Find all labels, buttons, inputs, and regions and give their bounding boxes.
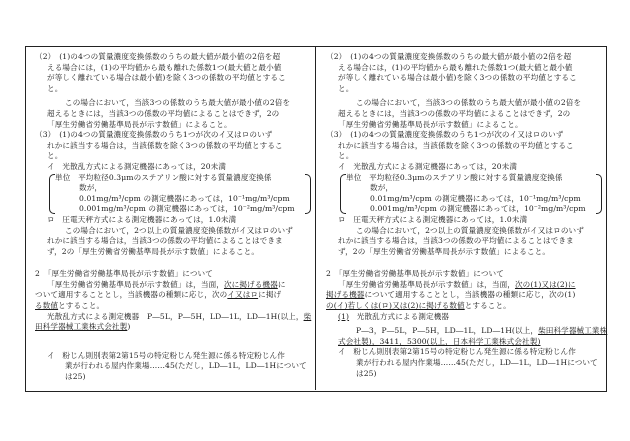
underlined-text: の(イ)若しくは(ロ)又は(2)に掲げる数値 (326, 301, 465, 311)
item-i: イ 光散乱方式による測定機器にあっては，20未満 (47, 161, 227, 171)
text-line: は25) (356, 368, 377, 378)
text-line: が等しく離れている場合は最小値)を除く3つの係数の平均値とするこ (47, 73, 286, 83)
text-line: 0.001mg/m³/cpm の測定機器にあっては，10⁻²mg/m³/cpm (370, 204, 586, 214)
unit-box (49, 173, 311, 215)
text-line: 「厚生労働省労働基準局長が示す数値」によること。 (47, 119, 232, 129)
text-line: と。 (338, 83, 354, 93)
left-ro-note (35, 226, 313, 258)
text-line (326, 312, 604, 323)
text-line: と。 (47, 83, 63, 93)
text-line: える場合には，(1)の平均値から最も離れた係数1つ(最大値と最小値 (338, 62, 573, 72)
section-heading: 2 「厚生労働省労働基準局長が示す数値」について (35, 269, 213, 279)
text-line: イ 粉じん則別表第2第15号の特定粉じん発生源に係る特定粉じん作 (47, 350, 285, 360)
item-i: イ 光散乱方式による測定機器にあっては，20未満 (338, 161, 518, 171)
text-span: P―3，P―5L，P―5H，LD―1L，LD―1H(以上， (356, 326, 539, 336)
text-line: が等しく離れている場合は最小値)を除く3つの係数の平均値とするこ (338, 73, 577, 83)
text-line (35, 290, 313, 301)
text-line: 超えるときには，当該3つの係数の平均値によることはできず，2の (338, 108, 571, 118)
underlined-text: 式会社製)，3411，5300(以上，日本科学工業株式会社製) (338, 336, 541, 346)
text-line: この場合において，2つ以上の質量濃度変換係数がイ又はロのいず (356, 225, 584, 235)
text-line: 0.001mg/m³/cpm の測定機器にあっては，10⁻²mg/m³/cpm (79, 204, 295, 214)
text-line: れかに該当する場合は，当該係数を除く3つの係数の平均値とするこ (47, 140, 283, 150)
text-span: とすること。 (58, 301, 105, 311)
left-item-i-rate (35, 351, 313, 383)
underlined-text: イ又はロ (227, 290, 259, 300)
text-line: この場合において，当該3つの係数のうち最大値が最小値の2倍を (356, 98, 582, 108)
text-line: 業が行われる屋内作業場……45(ただし，LD―1L，LD―1Hについて (65, 361, 307, 371)
text-line: は25) (65, 372, 86, 382)
right-paragraph-2-note (326, 98, 604, 130)
text-line (35, 280, 313, 291)
text-line (326, 280, 604, 291)
text-span: ) (127, 322, 131, 332)
text-line: ず，2の「厚生労働省労働基準局長が示す数値」によること。 (47, 246, 260, 256)
text-line (35, 312, 313, 323)
column-divider (315, 46, 316, 390)
text-span: 「厚生労働省労働基準局長が示す数値」は，当面， (47, 279, 224, 289)
text-line: 0.01mg/m³/cpm の測定機器にあっては，10⁻¹mg/m³/cpm (79, 193, 290, 203)
text-line (35, 301, 313, 312)
text-span: 「厚生労働省労働基準局長が示す数値」は，当面， (338, 279, 515, 289)
right-section-2 (326, 269, 608, 347)
text-line: 超えるときには，当該3つの係数の平均値によることはできず，2の (47, 108, 280, 118)
text-span: とすること。 (464, 301, 511, 311)
unit-box (340, 173, 602, 215)
text-line: 業が行われる屋内作業場……45(ただし，LD―1L，LD―1Hについて (356, 358, 598, 368)
text-line: と。 (338, 151, 354, 161)
text-line: れかに該当する場合は，当該3つの係数の平均値によることはできま (338, 236, 574, 246)
right-paragraph-2 (326, 52, 604, 94)
text-line: （2） (1)の4つの質量濃度変換係数のうちの最大値が最小値の2倍を超 (35, 52, 281, 61)
text-span: ついて適用することとし，当該機器の種類に応じ，次の (35, 290, 228, 300)
text-line: この場合において，2つ以上の質量濃度変換係数がイ又はロのいず (65, 225, 293, 235)
text-line: （3） (1)の4つの質量濃度変換係数のうち1つが次のイ又はロのいず (326, 130, 564, 140)
text-line (326, 301, 604, 312)
text-line: 数が， (370, 183, 394, 193)
text-span: 光散乱方式による測定機器 P―5L，P―5H，LD―1L，LD―1H(以上， (47, 311, 304, 321)
text-line: 単位 平均粒径0.3μmのステアリン酸に対する質量濃度変換係 (55, 172, 272, 182)
text-line: イ 粉じん則別表第2第15号の特定粉じん発生源に係る特定粉じん作 (338, 347, 576, 357)
text-line: 「厚生労働省労働基準局長が示す数値」によること。 (338, 119, 523, 129)
underlined-text: 田科学器械工業株式会社製 (35, 322, 128, 332)
left-paragraph-2 (35, 52, 313, 94)
text-line (326, 290, 604, 301)
text-line: ず，2の「厚生労働省労働基準局長が示す数値」によること。 (338, 246, 551, 256)
text-span: に (277, 279, 286, 289)
right-ro-note (326, 226, 604, 258)
left-section-2 (35, 269, 313, 333)
left-paragraph-3 (35, 130, 313, 162)
right-item-i-rate (326, 347, 604, 379)
text-line: と。 (47, 151, 63, 161)
text-span: に掲げ (258, 290, 282, 300)
right-column (326, 52, 608, 379)
text-line: 0.01mg/m³/cpm の測定機器にあっては，10⁻¹mg/m³/cpm (370, 193, 581, 203)
underlined-text: 次の(1)又は(2)に (514, 279, 576, 289)
text-span: 光散乱方式による測定機器 (349, 311, 450, 321)
underlined-text: 柴田科学器械工業株 (538, 326, 608, 336)
left-column (35, 52, 313, 383)
right-paragraph-3 (326, 130, 604, 162)
underlined-text: 次に掲げる機器 (223, 279, 278, 289)
text-line (35, 322, 313, 333)
text-line: える場合には，(1)の平均値から最も離れた係数1つ(最大値と最小値 (47, 62, 282, 72)
text-line: （3） (1)の4つの質量濃度変換係数のうち1つが次のイ又はロのいず (35, 130, 273, 140)
underlined-text: 柴 (303, 311, 312, 321)
text-line: 数が， (79, 183, 103, 193)
item-ro: ロ 圧電天秤方式による測定機器にあっては，1.0未満 (338, 214, 528, 224)
text-line: 単位 平均粒径0.3μmのステアリン酸に対する質量濃度変換係 (346, 172, 563, 182)
underlined-text: (1) (338, 311, 350, 321)
text-line (326, 326, 608, 337)
text-span: について適用することとし，当該機器の種類に応じ，次の(1) (364, 290, 576, 300)
underlined-text: る数値 (35, 301, 59, 311)
text-line: （2） (1)の4つの質量濃度変換係数のうちの最大値が最小値の2倍を超 (326, 52, 572, 61)
text-line: れかに該当する場合は，当該3つの係数の平均値によることはできま (47, 236, 283, 246)
underlined-text: 掲げる機器 (326, 290, 365, 300)
text-line: れかに該当する場合は，当該係数を除く3つの係数の平均値とするこ (338, 140, 574, 150)
section-heading: 2 「厚生労働省労働基準局長が示す数値」について (326, 269, 504, 279)
text-line: この場合において，当該3つの係数のうち最大値が最小値の2倍を (65, 98, 291, 108)
item-ro: ロ 圧電天秤方式による測定機器にあっては，1.0未満 (47, 214, 237, 224)
left-paragraph-2-note (35, 98, 313, 130)
text-line (326, 337, 604, 348)
